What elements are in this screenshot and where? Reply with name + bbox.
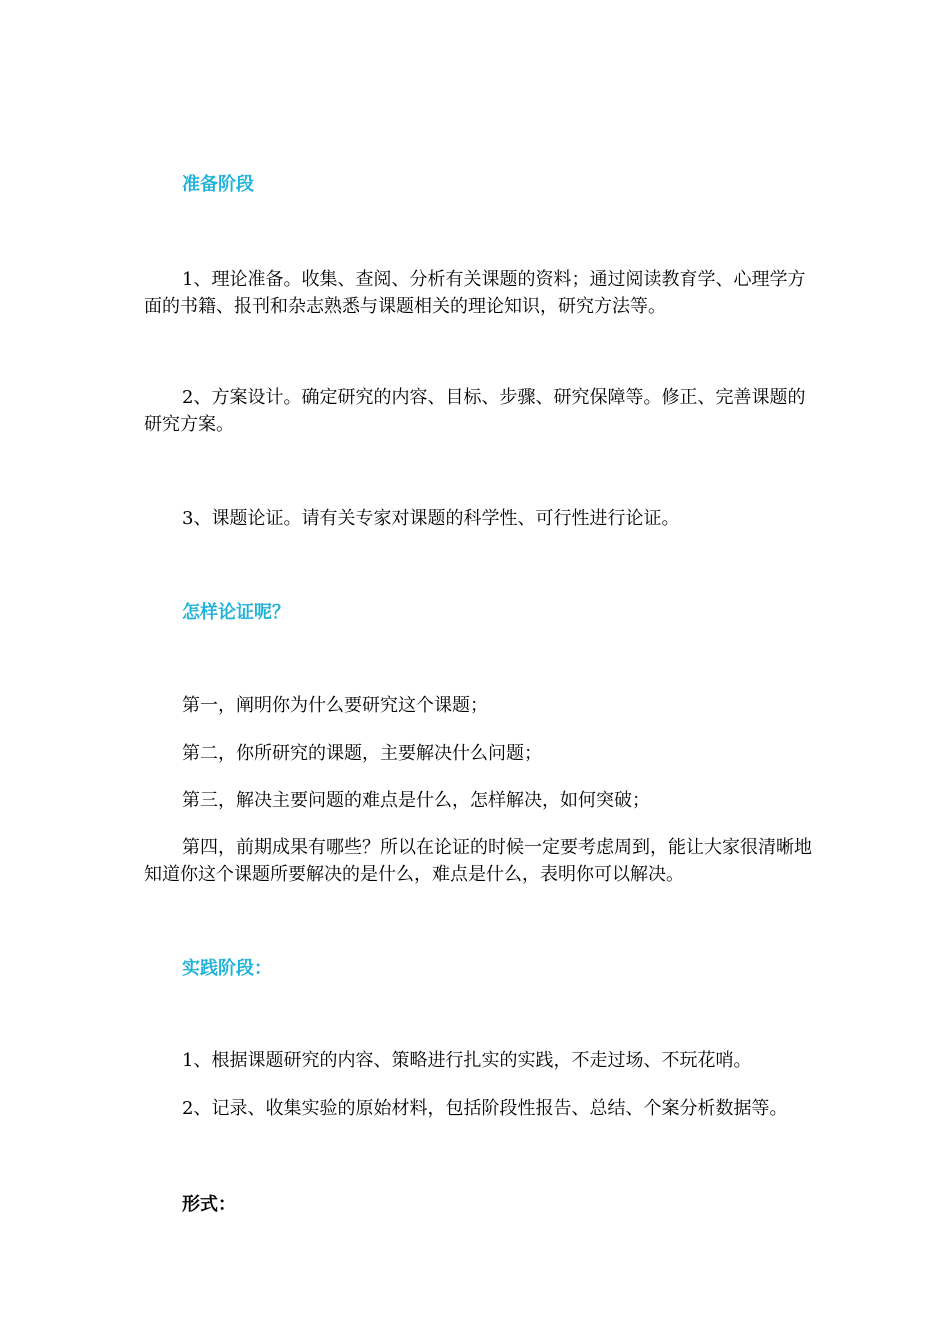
paragraph-plan-design: 2、方案设计。确定研究的内容、目标、步骤、研究保障等。修正、完善课题的研究方案。 bbox=[144, 387, 806, 435]
heading-preparation-stage: 准备阶段 bbox=[182, 174, 254, 195]
paragraph-practice-record: 2、记录、收集实验的原始材料，包括阶段性报告、总结、个案分析数据等。 bbox=[182, 1098, 788, 1119]
paragraph-theory-preparation: 1、理论准备。收集、查阅、分析有关课题的资料；通过阅读教育学、心理学方面的书籍、报刊和杂志熟悉与课题相关的理论知识，研究方法等。 bbox=[144, 269, 806, 317]
paragraph-practice-implement: 1、根据课题研究的内容、策略进行扎实的实践，不走过场、不玩花哨。 bbox=[182, 1050, 752, 1071]
list-item-fourth: 第四，前期成果有哪些？所以在论证的时候一定要考虑周到，能让大家很清晰地知道你这个课题所要解决的是什么，难点是什么，表明你可以解决。 bbox=[144, 837, 812, 885]
list-item-first: 第一，阐明你为什么要研究这个课题； bbox=[182, 695, 488, 716]
list-item-third: 第三，解决主要问题的难点是什么，怎样解决，如何突破； bbox=[182, 790, 650, 811]
heading-how-to-argue: 怎样论证呢？ bbox=[182, 602, 290, 623]
heading-form: 形式： bbox=[182, 1194, 236, 1215]
paragraph-topic-argument: 3、课题论证。请有关专家对课题的科学性、可行性进行论证。 bbox=[182, 508, 680, 529]
heading-practice-stage: 实践阶段： bbox=[182, 958, 272, 979]
list-item-second: 第二，你所研究的课题，主要解决什么问题； bbox=[182, 743, 542, 764]
